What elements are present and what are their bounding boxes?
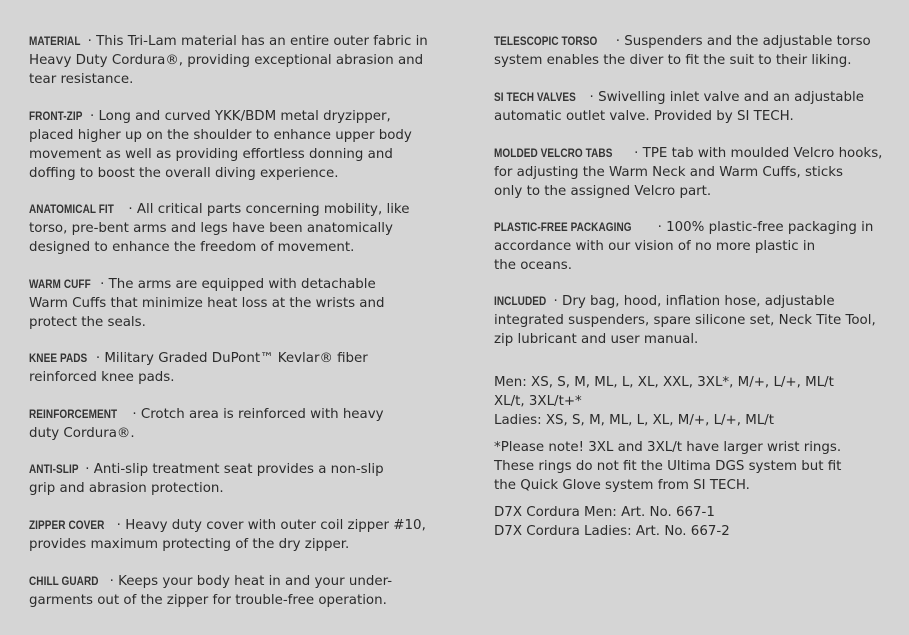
feature-title: PLASTIC-FREE PACKAGING (494, 220, 632, 234)
article-numbers: D7X Cordura Men: Art. No. 667-1 D7X Cordura Ladies: Art. No. 667-2 (494, 505, 730, 539)
feature-chill-guard: CHILL GUARD · Keeps your body heat in and your under- garments out of the zipper for trouble-free operation. (29, 574, 393, 608)
feature-title: REINFORCEMENT (29, 407, 118, 421)
feature-molded-velcro-tabs: MOLDED VELCRO TABS · TPE tab with moulded Velcro hooks, for adjusting the Warm Neck and Warm Cuffs, sticks only to the assigned Velcro part. (494, 146, 883, 199)
feature-anti-slip: ANTI-SLIP · Anti-slip treatment seat provides a non-slip grip and abrasion protection. (29, 462, 384, 496)
feature-title: TELESCOPIC TORSO (494, 34, 598, 48)
feature-included: INCLUDED · Dry bag, hood, inflation hose, adjustable integrated suspenders, spare silicone set, Neck Tite Tool, zip lubricant and user manual. (494, 294, 876, 347)
feature-title: FRONT-ZIP (29, 109, 83, 123)
feature-warm-cuff: WARM CUFF · The arms are equipped with detachable Warm Cuffs that minimize heat loss at the wrists and protect the seals. (29, 277, 385, 330)
feature-zipper-cover: ZIPPER COVER · Heavy duty cover with outer coil zipper #10, provides maximum protecting of the dry zipper. (29, 518, 426, 552)
feature-front-zip: FRONT-ZIP · Long and curved YKK/BDM metal dryzipper, placed higher up on the shoulder to enhance upper body movement as well as providing effortless donning and doffing to boost the overall diving experience. (29, 109, 412, 181)
feature-title: MATERIAL (29, 34, 81, 48)
size-list: Men: XS, S, M, ML, L, XL, XXL, 3XL*, M/+, L/+, ML/t XL/t, 3XL/t+* Ladies: XS, S, M, ML, L, XL, M/+, L/+, ML/t (494, 375, 834, 428)
feature-title: ZIPPER COVER (29, 518, 105, 532)
feature-title: ANTI-SLIP (29, 462, 79, 476)
feature-title: KNEE PADS (29, 351, 88, 365)
feature-title: ANATOMICAL FIT (29, 202, 114, 216)
feature-title: CHILL GUARD (29, 574, 99, 588)
feature-title: MOLDED VELCRO TABS (494, 146, 613, 160)
feature-si-tech-valves: SI TECH VALVES · Swivelling inlet valve and an adjustable automatic outlet valve. Provided by SI TECH. (494, 90, 864, 124)
feature-title: SI TECH VALVES (494, 90, 576, 104)
feature-reinforcement: REINFORCEMENT · Crotch area is reinforced with heavy duty Cordura®. (29, 407, 384, 441)
feature-plastic-free-packaging: PLASTIC-FREE PACKAGING · 100% plastic-free packaging in accordance with our vision of no more plastic in the oceans. (494, 220, 874, 273)
feature-title: INCLUDED (494, 294, 547, 308)
wrist-ring-note: *Please note! 3XL and 3XL/t have larger wrist rings. These rings do not fit the Ultima DGS system but fit the Quick Glove system from SI TECH. (494, 440, 842, 493)
feature-telescopic-torso: TELESCOPIC TORSO · Suspenders and the adjustable torso system enables the diver to fit the suit to their liking. (494, 34, 871, 68)
feature-knee-pads: KNEE PADS · Military Graded DuPont™ Kevlar® fiber reinforced knee pads. (29, 351, 368, 385)
feature-material: MATERIAL · This Tri-Lam material has an entire outer fabric in Heavy Duty Cordura®, providing exceptional abrasion and tear resistance. (29, 34, 428, 87)
feature-anatomical-fit: ANATOMICAL FIT · All critical parts concerning mobility, like torso, pre-bent arms and legs have been anatomically designed to enhance the freedom of movement. (29, 202, 410, 255)
feature-title: WARM CUFF (29, 277, 91, 291)
